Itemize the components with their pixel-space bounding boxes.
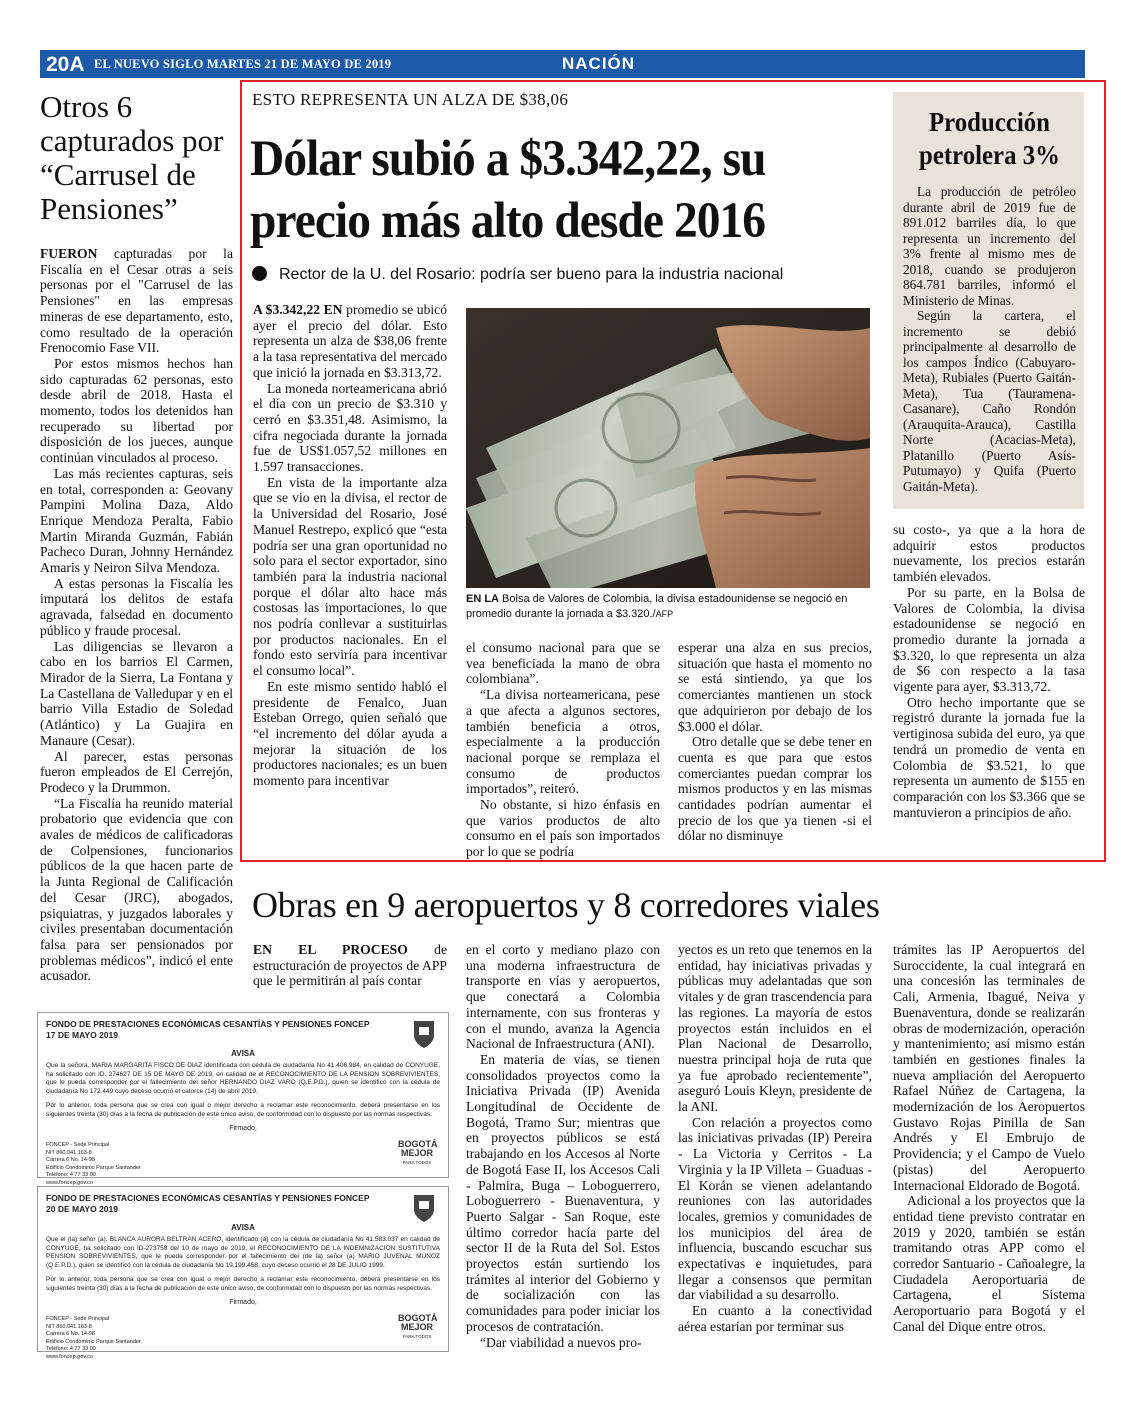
lead-word: FUERON — [40, 246, 98, 261]
notice-date: 17 DE MAYO 2019 — [46, 1030, 118, 1040]
notice-footer: FONCEP - Sede Principal NIT 860.041.163-8 Carrera 6 No. 14-98 Edificio Condominio Parque Santander Teléfono: 4 77 33 00 www.foncep.gov.co — [46, 1316, 141, 1360]
publication-date-line: EL NUEVO SIGLO MARTES 21 DE MAYO DE 2019 — [94, 57, 392, 71]
main-paragraph: En este mismo sentido habló el presidente de Fenalco, Juan Esteban Orrego, quien señaló que “el incremento del dólar ayuda a mejorar la situación de los productores nacionales; es un buen momento para incentivar — [253, 678, 447, 789]
sidebar-title: Producción petrolera 3% — [919, 107, 1060, 170]
second-paragraph: yectos es un reto que tenemos en la entidad, hay iniciativas privadas y públicas muy adelantadas que son vitales y de gran trascendencia para las regiones. La mayoría de estos proyectos están incluidos en el Plan Nacional de Desarrollo, nuestra principal hoja de ruta que ya fue aprobado recientemente”, aseguró Louis Kleyn, presidente de la ANI. — [678, 942, 872, 1115]
second-story-column-1 — [253, 942, 447, 989]
second-story-column-3 — [678, 942, 872, 1335]
notice-signature: Firmado, — [229, 1125, 257, 1132]
main-paragraph: el consumo nacional para que se vea beneficiada la mano de obra colombiana”. — [466, 640, 660, 687]
main-paragraph: A $3.342,22 EN promedio se ubicó ayer el precio del dólar. Esto representa un alza de $38,06 frente a la tasa representativa del mercado que inició la jornada en $3.313,72. — [253, 302, 447, 380]
notice-signature: Firmado, — [229, 1299, 257, 1306]
second-story-column-2 — [466, 942, 660, 1350]
second-paragraph: “Dar viabilidad a nuevos pro- — [480, 1334, 642, 1350]
foncep-notice-1 — [37, 1012, 449, 1186]
main-paragraph: Otro detalle que se debe tener en cuenta es que para que estos comerciantes puedan comprar los mismos productos y en las mismas cantidades podrían aumentar el precio de los que ya tienen -si el dólar no disminuye — [678, 734, 872, 844]
bullet-icon — [252, 266, 267, 281]
main-story-kicker: ESTO REPRESENTA UN ALZA DE $38,06 — [252, 90, 569, 109]
notice-heading: AVISA — [231, 1049, 255, 1058]
bogota-mejor-logo: BOGOTÁ MEJOR PARA TODOS — [398, 1139, 438, 1165]
second-paragraph: trámites las IP Aeropuertos del Suroccidente, la cual integrará en una concesión las terminales de Cali, Armenia, Ibagué, Neiva y Buenaventura, donde se realizarán obras de modernización, operación y mantenimiento; así mismo están también en gestiones finales la nueva ampliación del Aeropuerto Rafael Núñez de Cartagena, la modernización de los Aeropuertos Gustavo Rojas Pinilla de San Andrés y El Embrujo de Providencia; y el Campo de Vuelo (pistas) del Aeropuerto Internacional Eldorado de Bogotá. — [893, 942, 1085, 1193]
left-paragraph: FUERON capturadas por la Fiscalía en el Cesar otras a seis personas por el "Carrusel de las Pensiones" en las empresas mineras de ese departamento, esto, como resultado de la operación Frenocomio Fase VII. — [40, 246, 233, 356]
page-number: 20A — [46, 53, 85, 76]
second-paragraph: Adicional a los proyectos que la entidad tiene previsto contratar en 2019 y 2020, también se están tramitando otras APP como el corredor Santuario - Cañoalegre, la Ciudadela Aeroportuaria de Cartagena, el Sistema Aeroportuario para Bogotá y el Canal del Dique entre otros. — [893, 1193, 1085, 1334]
second-story-column-4 — [893, 942, 1085, 1335]
sidebar-paragraph: Según la cartera, el incremento se debió principalmente al desarrollo de los campos Índico (Cabuyaro-Meta), Rubiales (Puerto Gaitán-Meta), Tua (Tauramena-Casanare), Caño Rondón (Arauquita-Arauca), Castilla Norte (Acacias-Meta), Platanillo (Puerto Asís-Putumayo) y Quifa (Puerto Gaitán-Meta). — [903, 308, 1076, 494]
second-paragraph: Con relación a proyectos como las iniciativas privadas (IP) Pereira - La Victoria y Cerritos - La Virginia y la IP Villeta – Guaduas - El Korán se vienen adelantando reuniones con las autoridades locales, gremios y comunidades de los municipios del área de influencia, buscando escuchar sus expectativas e inquietudes, para llegar a consensos que permitan dar viabilidad a su desarrollo. — [678, 1114, 872, 1303]
bogota-mejor-logo: BOGOTÁ MEJOR PARA TODOS — [398, 1313, 438, 1339]
main-story-column-3 — [678, 640, 872, 844]
main-story-column-4 — [893, 522, 1085, 820]
second-paragraph: En cuanto a la conectividad aérea estarían por terminar sus — [678, 1303, 872, 1334]
bogota-seal-icon — [410, 1193, 438, 1223]
lead-word: EN EL PROCESO — [253, 942, 408, 957]
left-paragraph: Al parecer, estas personas fueron empleados de El Cerrejón, Prodeco y la Drummon. — [40, 748, 233, 795]
main-paragraph: No obstante, si hizo énfasis en que varios productos de alto consumo en el país son importados por lo que se podría — [466, 797, 660, 860]
left-paragraph: Por estos mismos hechos han sido capturadas 62 personas, esto desde abril de 2018. Hasta el momento, todos los detenidos han recuperado su libertad por disposición de los jueces, aunque continúan vinculados al proceso. — [40, 355, 233, 466]
bogota-seal-icon — [410, 1019, 438, 1049]
main-paragraph: esperar una alza en sus precios, situación que hasta el momento no se está sintiendo, ya que los comerciantes mantienen un stock que adquirieron por debajo de los $3.000 el dólar. — [678, 640, 872, 734]
photo-credit: AFP — [655, 609, 674, 619]
second-story-headline: Obras en 9 aeropuertos y 8 corredores viales — [252, 885, 880, 925]
main-paragraph: “La divisa norteamericana, pese a que afecta a algunos sectores, también beneficia a otros, especialmente a la producción nacional porque se remplaza el consumo de productos importados”, reiteró. — [466, 687, 660, 797]
second-paragraph: EN EL PROCESO de estructuración de proyectos de APP que le permitirán al país contar — [253, 942, 448, 989]
main-story-subheadline: Rector de la U. del Rosario: podría ser bueno para la industria nacional — [252, 266, 872, 284]
oil-production-sidebar — [893, 92, 1084, 509]
dollar-bills-photo — [466, 308, 870, 588]
main-story-column-2 — [466, 640, 660, 860]
left-story-title: Otros 6 capturados por “Carrusel de Pensiones” — [40, 89, 224, 226]
notice-org: FONDO DE PRESTACIONES ECONÓMICAS CESANTÍAS Y PENSIONES FONCEP — [46, 1193, 370, 1203]
notice-body: Por lo anterior, toda persona que se crea con igual o mejor derecho a reclamar este reconocimiento, deberá presentarse en los siguientes treinta (30) días a la fecha de publicación de este único aviso, de conformidad con lo dispuesto por las normas respectivas. — [46, 1102, 440, 1118]
notice-heading: AVISA — [231, 1223, 255, 1232]
left-story-body — [40, 246, 233, 984]
dollar-photo-illustration — [466, 308, 870, 588]
page-header-band — [40, 50, 1085, 78]
notice-date: 20 DE MAYO 2019 — [46, 1204, 118, 1214]
lead-word: A $3.342,22 EN — [253, 302, 343, 317]
main-paragraph: En vista de la importante alza que se vio en la divisa, el rector de la Universidad del Rosario, José Manuel Restrepo, explicó que “esta podría ser una gran oportunidad no solo para el sector exportador, sino también para la industria nacional porque el dólar alto hace más costosas las importaciones, lo que nos podría conllevar a sustituirlas por productos nacionales. En el fondo esto serviría para incentivar el consumo local”. — [253, 474, 447, 679]
notice-footer: FONCEP - Sede Principal NIT 860.041.163-8 Carrera 6 No. 14-98 Edificio Condominio Parque Santander Teléfono: 4 77 33 00 www.foncep.gov.co — [46, 1142, 141, 1186]
notice-body: Que la señora, MARIA MARGARITA FISCO DE DIAZ identificada con cédula de ciudadanía No 41.406.984, en calidad de CONYUGE, ha solicitado con ID. 274627 DE 15 DE MAYO DE 2019, en calidad de el RECONOCIMIENTO DE LA PENSION SOBREVIVIENTES, que le pueda corresponder por el fallecimiento del señor HERNANDO DIAZ VARO (Q.E.P.D.), quien se identificó con la cédula de ciudadanía No 172.449 cuyo deceso ocurrió el catorce (14) de abril 2019. — [46, 1062, 440, 1095]
main-paragraph: Por su parte, en la Bolsa de Valores de Colombia, la divisa estadounidense se negoció en promedio durante la jornada a $3.320, lo que representa un alza de $6 con respecto a la tasa vigente para ayer, $3.313,72. — [893, 584, 1085, 695]
foncep-notice-2 — [37, 1186, 449, 1360]
sidebar-paragraph: La producción de petróleo durante abril de 2019 fue de 891.012 barriles día, lo que representa un incremento del 3% frente al mismo mes de 2018, cuando se produjeron 864.781 barriles, informó el Ministerio de Minas. — [903, 184, 1076, 308]
left-paragraph: Las diligencias se llevaron a cabo en los barrios El Carmen, Mirador de la Sierra, La Fontana y La Castellana de Valledupar y en el barrio Villa Estadio de Soledad (Atlántico) y La Guajira en Manaure (Cesar). — [40, 638, 233, 748]
main-paragraph: La moneda norteamericana abrió el día con un precio de $3.310 y cerró en $3.351,48. Asimismo, la cifra negociada durante la jornada fue de US$1.057,52 millones en 1.597 transacciones. — [253, 380, 447, 475]
notice-body: Que el (la) señor (a), BLANCA AURORA BELTRAN ACERO, identificado (a) con la cédula de ciudadanía No 41.583.037 en calidad de CONYUGE, ha solicitado con ID-273758 del 10 de mayo de 2019, el RECONOCIMIENTO DE LA INDEMNIZACION SUSTITUTIVA PENSION SOBREVIVIENTES, que le pueda corresponder por el fallecimiento del (de la) señor (a) MARIO JUVENAL MUNOZ (Q.E.P.D.), quien se identificó con la cédula de ciudadanía No 19.199.458, cuyo deceso ocurrió el 28 DE JULIO 1999. — [46, 1236, 440, 1269]
main-story-column-1 — [253, 302, 447, 789]
left-paragraph: A estas personas la Fiscalía les imputará los delitos de estafa agravada, falsedad en documento público y fraude procesal. — [40, 575, 233, 638]
main-paragraph: su costo-, ya que a la hora de adquirir estos productos nuevamente, los precios estarán también elevados. — [893, 522, 1085, 585]
second-paragraph: en el corto y mediano plazo con una moderna infraestructura de transporte en vías y aeropuertos, que conectará a Colombia internamente, con sus fronteras y con el mundo, avanza la Agencia Nacional de Infraestructura (ANI). — [466, 942, 660, 1052]
left-paragraph: “La Fiscalía ha reunido material probatorio que evidencia que con avales de médicos de calificadoras de Colpensiones, funcionarios públicos de la que hacen parte de la Junta Regional de Calificación del Cesar (JRC), abogados, psiquiatras, y juzgados laborales y civiles presentaban documentación falsa para ser pensionados por problemas médicos”, indicó el ente acusador. — [40, 795, 233, 984]
section-name: NACIÓN — [562, 54, 636, 73]
main-paragraph: Otro hecho importante que se registró durante la jornada fue la vertiginosa subida del euro, ya que tendrá un promedio de venta en Colombia de $3.521, lo que representa un aumento de $155 en comparación con los $3.366 que se mantuvieron a principios de año. — [893, 694, 1085, 820]
left-paragraph: Las más recientes capturas, seis en total, corresponden a: Geovany Pampini Molina Daza, Aldo Enrique Mendoza Peralta, Fabio Martin Miranda Guzmán, Fabián Pacheco Duran, Johnny Hernández Amaris y Neiron Silva Mendoza. — [40, 465, 233, 576]
second-paragraph: En materia de vías, se tienen consolidados proyectos como la Iniciativa Privada (IP) Avenida Longitudinal de Occidente de Bogotá, Tramo Sur; mientras que en proyectos públicos se está trabajando en los Accesos al Norte de Bogotá Fase II, los Accesos Cali - Palmira, Buga – Loboguerrero, Loboguerrero - Buenaventura, y Puerto Salgar - San Roque, este último corredor hacía parte del sector II de la Ruta del Sol. Estos proyectos están surtiendo los trámites al interior del Gobierno y de socialización con las comunidades para poder iniciar los procesos de contratación. — [466, 1051, 660, 1334]
main-story-headline: Dólar subió a $3.342,22, su precio más alto desde 2016 — [250, 131, 766, 249]
notice-org: FONDO DE PRESTACIONES ECONÓMICAS CESANTÍAS Y PENSIONES FONCEP — [46, 1019, 370, 1029]
photo-caption: EN LA Bolsa de Valores de Colombia, la divisa estadounidense se negoció en promedio durante la jornada a $3.320./AFP — [466, 593, 848, 620]
notice-body: Por lo anterior, toda persona que se crea con igual o mejor derecho a reclamar este reconocimiento, deberá presentarse en los siguientes treinta (30) días a la fecha de publicación de este único aviso, de conformidad con lo dispuesto por las normas respectivas. — [46, 1276, 440, 1292]
